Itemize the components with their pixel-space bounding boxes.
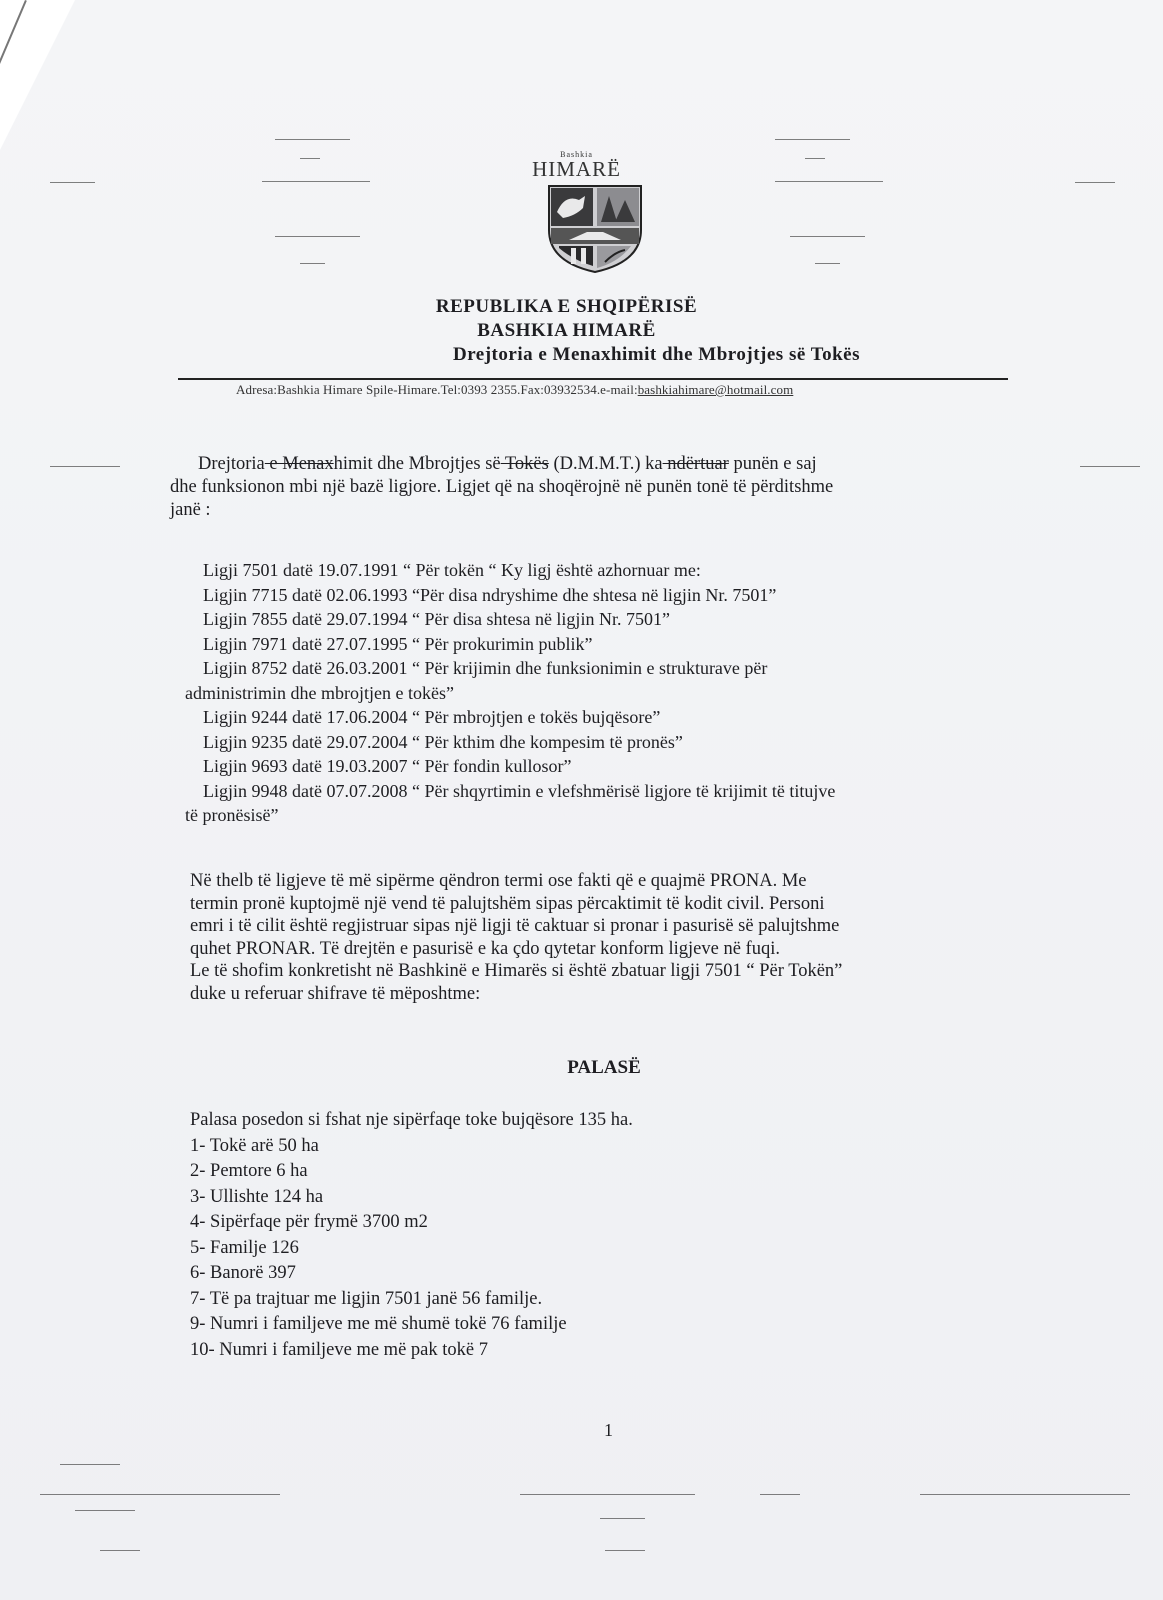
paragraph-line: quhet PRONAR. Të drejtën e pasurisë e ka çdo qytetar konform ligjeve në fuqi. (190, 938, 780, 959)
fact-item: 1- Tokë arë 50 ha (190, 1135, 319, 1156)
scan-mark (50, 466, 120, 467)
intro-line-3: janë : (170, 500, 211, 520)
address-line (236, 382, 793, 398)
paragraph-line: Le të shofim konkretisht në Bashkinë e Himarës si është zbatuar ligji 7501 “ Për Tokën” (190, 961, 843, 981)
fact-item: 9- Numri i familjeve me më shumë tokë 76 familje (190, 1314, 567, 1334)
law-item: Ligjin 7971 datë 27.07.1995 “ Për prokurimin publik” (203, 633, 593, 654)
fact-item: 7- Të pa trajtuar me ligjin 7501 janë 56 familje. (190, 1288, 543, 1309)
law-item-continuation: administrimin dhe mbrojtjen e tokës” (185, 682, 454, 703)
law-item: Ligjin 9235 datë 29.07.2004 “ Për kthim dhe kompesim të pronës” (203, 731, 683, 752)
scan-mark (1080, 466, 1140, 467)
law-item: Ligji 7501 datë 19.07.1991 “ Për tokën “ Ky ligj është azhornuar me: (203, 560, 701, 580)
law-item: Ligjin 7715 datë 02.06.1993 “Për disa ndryshime dhe shtesa në ligjin Nr. 7501” (203, 584, 777, 605)
law-list (185, 558, 835, 828)
property-paragraph (190, 870, 1010, 1005)
paragraph-line: Në thelb të ligjeve të më sipërme qëndron termi ose fakti që e quajmë PRONA. Me (190, 871, 807, 891)
law-item: Ligjin 7855 datë 29.07.1994 “ Për disa shtesa në ligjin Nr. 7501” (203, 609, 670, 629)
crest-caption: Bashkia (560, 150, 593, 159)
paragraph-line: emri i të cilit është regjistruar sipas një ligji të caktuar si pronar i pasurisë së palujtshme (190, 916, 840, 936)
scan-mark (920, 1494, 1130, 1495)
struck-text: e Menax (264, 454, 334, 474)
institution-heading (0, 296, 1163, 366)
fact-item: 4- Sipërfaqe për frymë 3700 m2 (190, 1212, 428, 1232)
letterhead (0, 150, 1163, 274)
intro-line-1 (170, 453, 1030, 476)
scan-mark (775, 139, 850, 140)
fact-item: 5- Familje 126 (190, 1237, 299, 1258)
fact-item: 3- Ullishte 124 ha (190, 1186, 324, 1207)
scan-mark (60, 1464, 120, 1465)
law-item: Ligjin 9693 datë 19.03.2007 “ Për fondin kullosor” (203, 756, 572, 776)
law-item: Ligjin 9948 datë 07.07.2008 “ Për shqyrtimin e vlefshmërisë ligjore të krijimit të titujve (203, 780, 836, 801)
village-facts (190, 1108, 633, 1363)
struck-text: Tokës (500, 454, 549, 474)
crest-title: HIMARË (532, 157, 621, 181)
scan-mark (75, 1510, 135, 1511)
scan-mark (100, 1550, 140, 1551)
struck-text: ndërtuar (662, 454, 729, 474)
folded-corner (0, 0, 75, 150)
header-rule (178, 378, 1008, 380)
email-link[interactable]: bashkiahimare@hotmail.com (637, 382, 794, 397)
law-item: Ligjin 9244 datë 17.06.2004 “ Për mbrojtjen e tokës bujqësore” (203, 707, 661, 727)
paragraph-line: duke u referuar shifrave të mëposhtme: (190, 983, 481, 1004)
paragraph-line: termin pronë kuptojmë një vend të palujtshëm sipas përcaktimit të kodit civil. Personi (190, 893, 825, 914)
republic-title: REPUBLIKA E SHQIPËRISË (435, 296, 698, 317)
fact-item: 10- Numri i familjeve me më pak tokë 7 (190, 1339, 488, 1360)
intro-paragraph (170, 453, 1030, 522)
scan-mark (760, 1494, 800, 1495)
scan-mark (520, 1494, 695, 1495)
scan-mark (600, 1518, 645, 1519)
scan-mark (40, 1494, 280, 1495)
page-number: 1 (604, 1420, 613, 1440)
law-item: Ligjin 8752 datë 26.03.2001 “ Për krijimin dhe funksionimin e strukturave për (203, 658, 768, 678)
intro-text: Drejtoria (198, 454, 265, 474)
intro-text: punën e saj (728, 454, 817, 474)
directorate-title: Drejtoria e Menaxhimit dhe Mbrojtjes së Tokës (452, 344, 861, 365)
municipality-title: BASHKIA HIMARË (477, 320, 656, 341)
municipality-crest-icon (545, 182, 645, 274)
intro-line-2: dhe funksionon mbi një bazë ligjore. Ligjet që na shoqërojnë në punën tonë të përditshme (170, 477, 834, 497)
scan-mark (275, 139, 350, 140)
fact-item: 2- Pemtore 6 ha (190, 1161, 308, 1181)
scan-mark (605, 1550, 645, 1551)
facts-intro: Palasa posedon si fshat nje sipërfaqe toke bujqësore 135 ha. (190, 1110, 633, 1130)
section-title: PALASË (567, 1057, 641, 1078)
intro-text: (D.M.M.T.) ka (548, 454, 663, 474)
address-text: Adresa:Bashkia Himare Spile-Himare.Tel:0393 2355.Fax:03932534.e-mail: (236, 382, 638, 397)
law-item-continuation: të pronësisë” (185, 805, 279, 825)
fact-item: 6- Banorë 397 (190, 1263, 296, 1283)
intro-text: himit dhe Mbrojtjes së (333, 454, 501, 474)
